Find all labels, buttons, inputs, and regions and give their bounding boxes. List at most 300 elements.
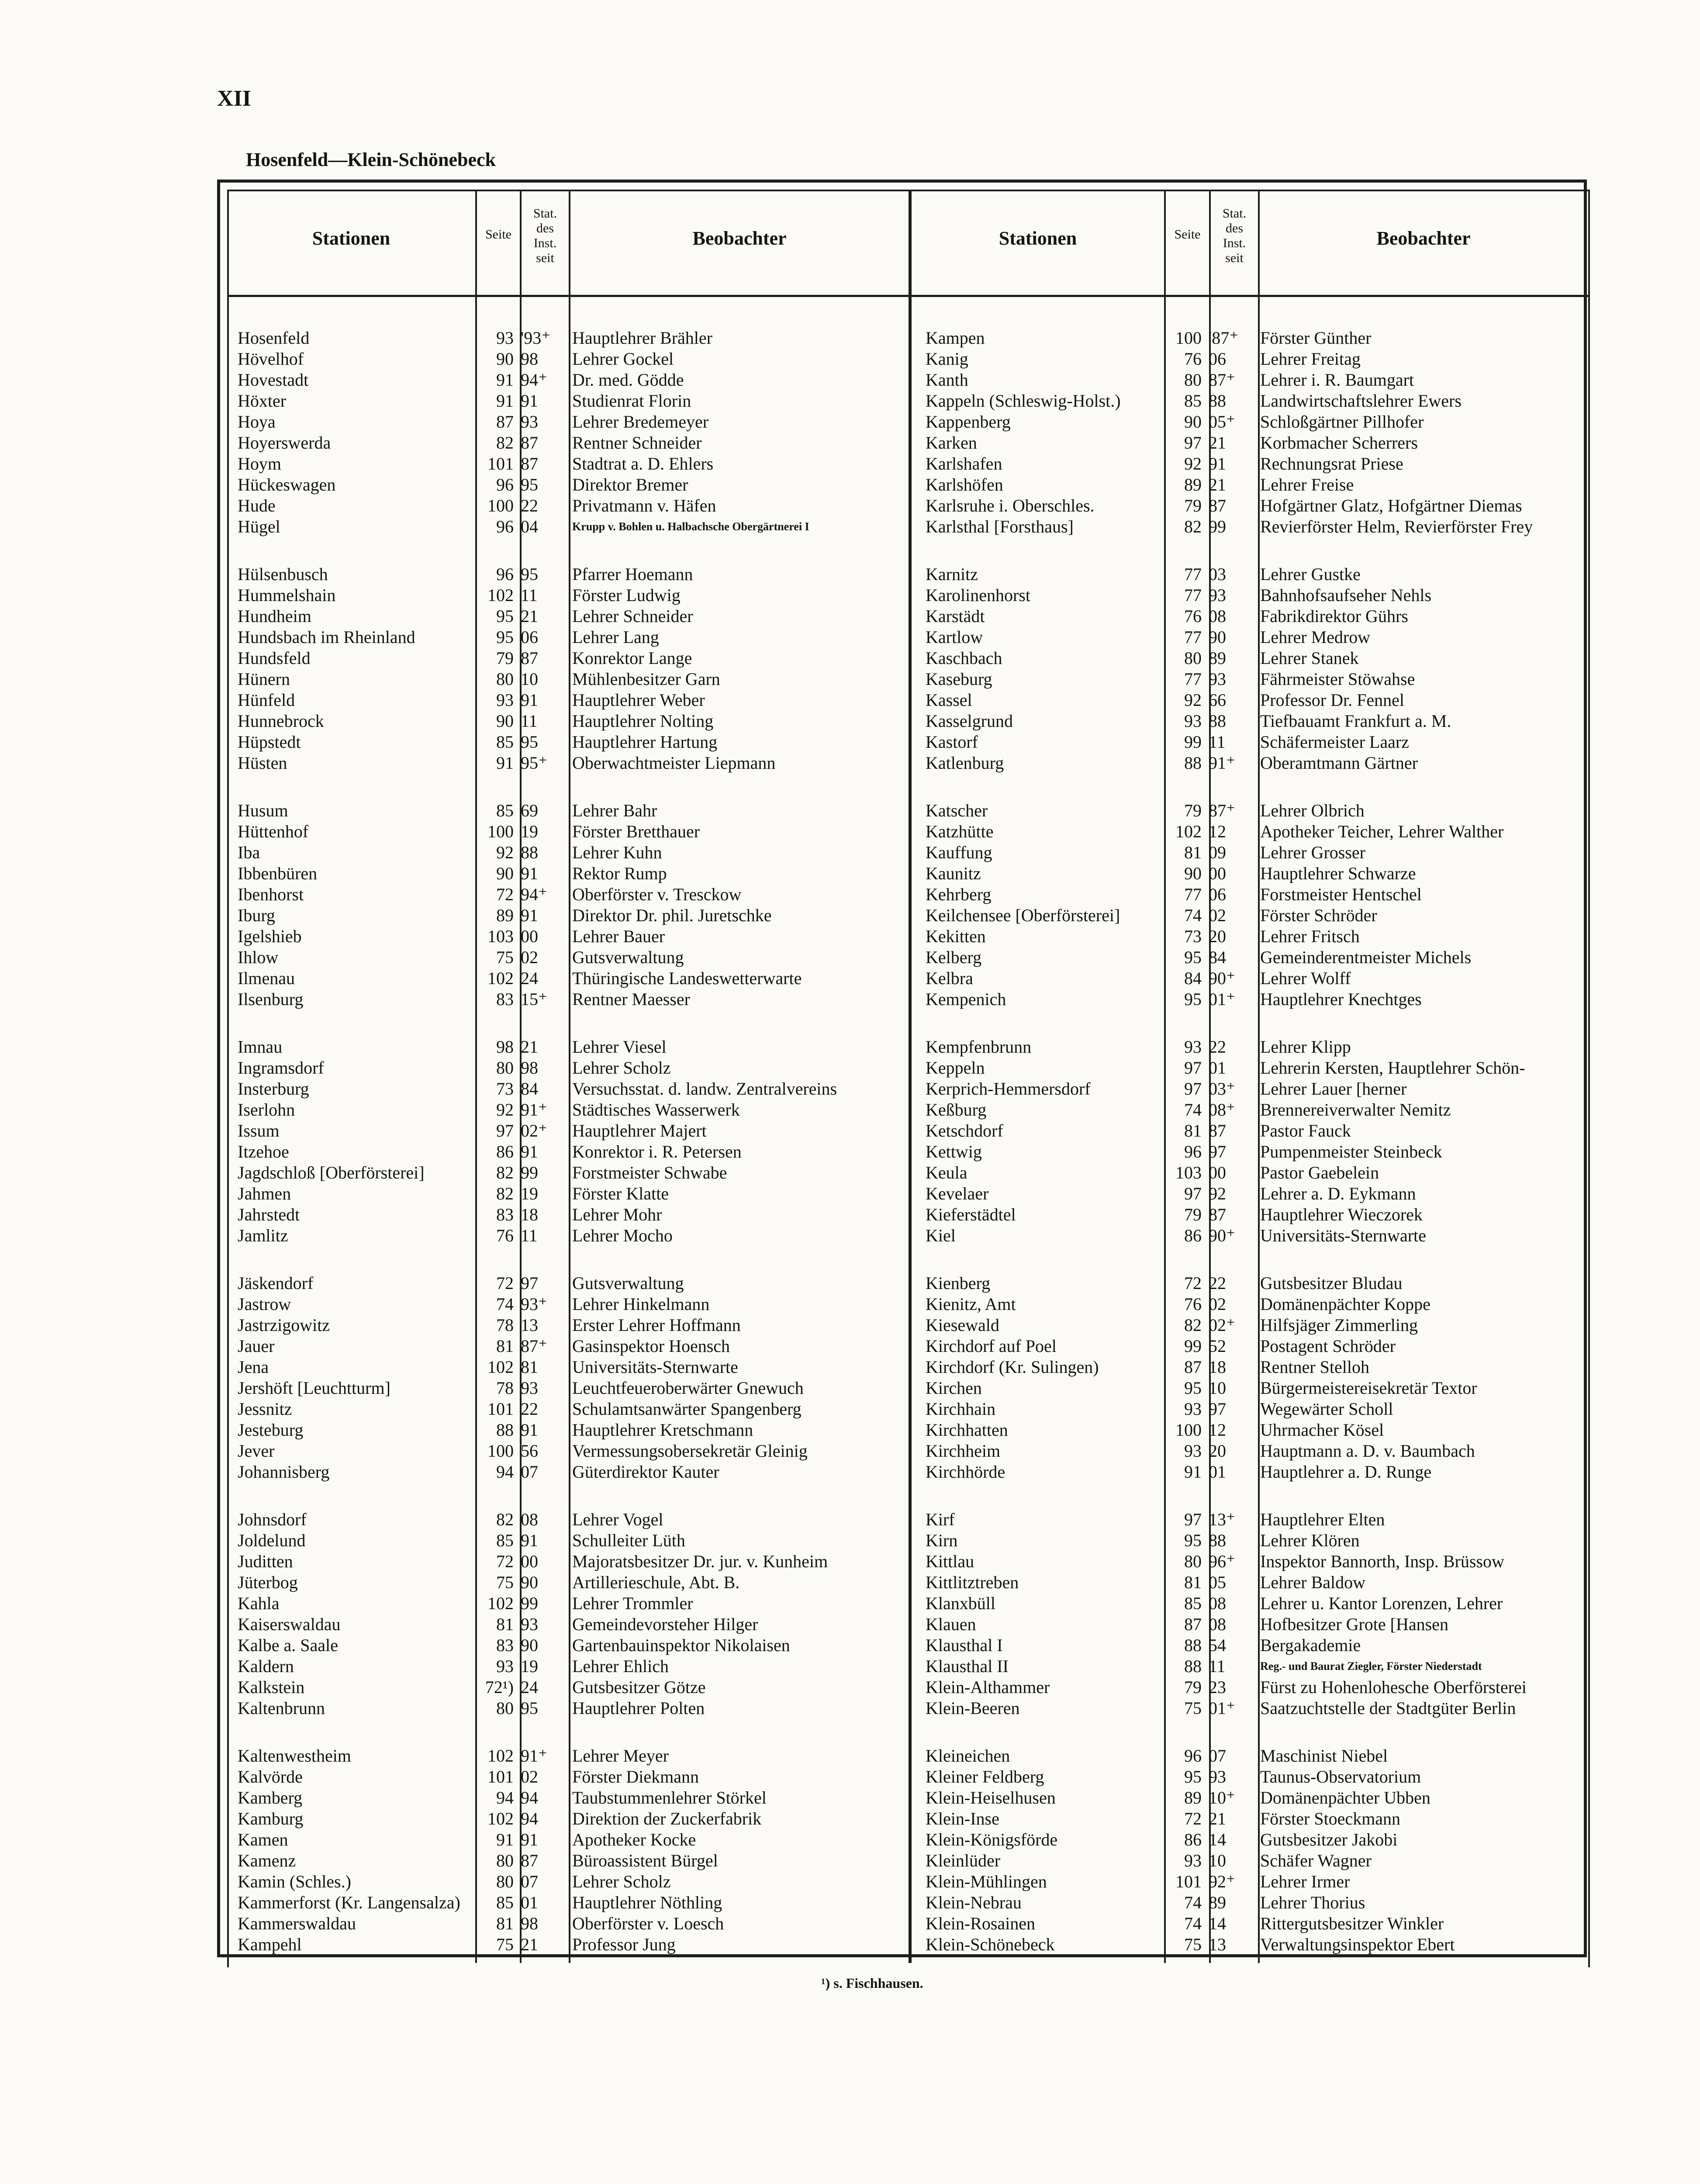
station-row (227, 349, 913, 370)
station-name: Kamenz (238, 1851, 296, 1870)
station-group (915, 800, 1601, 1010)
station-name: Kirchdorf auf Poel (926, 1336, 1057, 1356)
page-ref: 93 (1184, 1441, 1202, 1461)
page-ref: 81 (1184, 843, 1202, 862)
page-ref: 85 (496, 732, 514, 752)
station-name: Kevelaer (926, 1184, 989, 1203)
station-name: Kaltenwestheim (238, 1746, 351, 1766)
station-row (915, 842, 1601, 863)
installed-since: 88 (1209, 1531, 1226, 1550)
station-row (915, 1057, 1601, 1078)
observer-name: Hauptlehrer Knechtges (1260, 989, 1422, 1009)
installed-since: 21 (521, 1935, 538, 1954)
observer-name: Artillerieschule, Abt. B. (572, 1572, 740, 1592)
installed-since: 88 (1209, 391, 1226, 411)
station-row (915, 800, 1601, 821)
page-ref: 93 (1184, 1851, 1202, 1870)
station-row (227, 564, 913, 585)
observer-name: Lehrer Viesel (572, 1037, 667, 1057)
page-ref: 92 (1184, 690, 1202, 710)
observer-name: Domänenpächter Ubben (1260, 1788, 1430, 1807)
header-page: Seite (1174, 227, 1201, 242)
page-ref: 97 (1184, 1058, 1202, 1078)
page-ref: 83 (496, 1205, 514, 1224)
observer-name: Thüringische Landeswetterwarte (572, 968, 802, 988)
station-row (227, 1745, 913, 1766)
installed-since: 18 (521, 1205, 538, 1224)
page-ref: 77 (1184, 885, 1202, 904)
installed-since: 93 (1209, 1767, 1226, 1787)
observer-name: Oberförster v. Tresckow (572, 885, 742, 904)
page-ref: 85 (1184, 391, 1202, 411)
station-row (915, 1787, 1601, 1808)
installed-since: 93 (521, 1614, 538, 1634)
page-ref: 80 (496, 1872, 514, 1891)
page-ref: 92 (496, 1100, 514, 1120)
page-ref: 88 (1184, 1656, 1202, 1676)
observer-name: Lehrer Olbrich (1260, 801, 1365, 820)
installed-since: 22 (521, 1399, 538, 1419)
left-table-half (227, 328, 913, 1955)
installed-since: 15⁺ (521, 989, 548, 1009)
installed-since: 21 (1209, 1809, 1226, 1828)
station-name: Hügel (238, 517, 280, 536)
station-name: Jever (238, 1441, 275, 1461)
page-ref: 78 (496, 1315, 514, 1335)
observer-name: Städtisches Wasserwerk (572, 1100, 740, 1120)
station-row (915, 1462, 1601, 1482)
observer-name: Lehrer Lang (572, 627, 659, 647)
page-ref: 97 (1184, 1079, 1202, 1099)
page-ref: 74 (1184, 1914, 1202, 1933)
installed-since: 11 (521, 585, 538, 605)
installed-since: 21 (521, 606, 538, 626)
installed-since: 13 (521, 1315, 538, 1335)
station-row (915, 905, 1601, 926)
observer-name: Lehrer Bauer (572, 926, 665, 946)
installed-since: 91 (521, 1142, 538, 1161)
station-name: Kirchhain (926, 1399, 995, 1419)
station-row (227, 1099, 913, 1120)
station-row (227, 1183, 913, 1204)
installed-since: 12 (1209, 822, 1226, 841)
observer-name: Studienrat Florin (572, 391, 691, 411)
station-name: Kalvörde (238, 1767, 303, 1787)
station-name: Kleinlüder (926, 1851, 1001, 1870)
observer-name: Schulamtsanwärter Spangenberg (572, 1399, 802, 1419)
installed-since: 21 (1209, 475, 1226, 494)
station-name: Kirf (926, 1510, 955, 1529)
installed-since: 95 (521, 732, 538, 752)
installed-since: 20 (1209, 926, 1226, 946)
page-ref: 92 (496, 843, 514, 862)
station-row (227, 495, 913, 516)
page-ref: 91 (496, 753, 514, 773)
page-ref: 80 (496, 1698, 514, 1718)
observer-name: Hauptlehrer Majert (572, 1121, 707, 1140)
station-row (915, 432, 1601, 453)
installed-since: 99 (521, 1593, 538, 1613)
station-name: Insterburg (238, 1079, 309, 1099)
station-row (227, 989, 913, 1010)
station-name: Kirchen (926, 1378, 982, 1398)
observer-name: Lehrer Klören (1260, 1531, 1360, 1550)
station-name: Keßburg (926, 1100, 987, 1120)
installed-since: 97 (1209, 1142, 1226, 1161)
page-ref: 75 (496, 1572, 514, 1592)
station-row (227, 585, 913, 606)
station-row (227, 669, 913, 690)
observer-name: Lehrer Wolff (1260, 968, 1351, 988)
station-row (915, 732, 1601, 753)
station-row (227, 432, 913, 453)
observer-name: Professor Dr. Fennel (1260, 690, 1404, 710)
installed-since: 97 (1209, 1399, 1226, 1419)
observer-name: Förster Günther (1260, 328, 1372, 348)
page-ref: 92 (1184, 454, 1202, 473)
page-ref: 93 (1184, 1399, 1202, 1419)
station-name: Hummelshain (238, 585, 336, 605)
observer-name: Hauptlehrer Weber (572, 690, 705, 710)
observer-name: Rechnungsrat Priese (1260, 454, 1403, 473)
station-name: Kittlitztreben (926, 1572, 1019, 1592)
observer-name: Maschinist Niebel (1260, 1746, 1388, 1766)
installed-since: 02 (1209, 1294, 1226, 1314)
station-row (227, 1420, 913, 1441)
observer-name: Leuchtfeueroberwärter Gnewuch (572, 1378, 804, 1398)
page-ref: 72 (496, 1273, 514, 1293)
observer-name: Pfarrer Hoemann (572, 564, 693, 584)
observer-name: Oberförster v. Loesch (572, 1914, 724, 1933)
station-row (915, 585, 1601, 606)
station-row (227, 390, 913, 411)
station-name: Kienberg (926, 1273, 991, 1293)
observer-name: Rentner Stelloh (1260, 1357, 1369, 1377)
observer-name: Schäfermeister Laarz (1260, 732, 1409, 752)
station-row (915, 1850, 1601, 1871)
page-ref: 94 (496, 1462, 514, 1482)
observer-name: Lehrer Schneider (572, 606, 693, 626)
station-row (227, 1698, 913, 1719)
station-row (227, 968, 913, 989)
installed-since: 22 (1209, 1273, 1226, 1293)
page-ref: 81 (1184, 1572, 1202, 1592)
page-ref: 75 (496, 1935, 514, 1954)
station-row (227, 1399, 913, 1420)
installed-since: 10 (1209, 1851, 1226, 1870)
installed-since: 88 (1209, 711, 1226, 731)
installed-since: 18 (1209, 1357, 1226, 1377)
observer-name: Lehrer Medrow (1260, 627, 1371, 647)
page-ref: 95 (496, 627, 514, 647)
station-name: Klausthal II (926, 1656, 1009, 1676)
station-name: Kirchhatten (926, 1420, 1008, 1440)
page-ref: 101 (487, 454, 514, 473)
station-name: Kaseburg (926, 669, 992, 689)
observer-name: Wegewärter Scholl (1260, 1399, 1393, 1419)
installed-since: 95 (521, 1698, 538, 1718)
observer-name: Postagent Schröder (1260, 1336, 1396, 1356)
station-row (915, 648, 1601, 669)
station-name: Katzhütte (926, 822, 994, 841)
installed-since: 87 (521, 648, 538, 668)
station-name: Keilchensee [Oberförsterei] (926, 905, 1120, 925)
observer-name: Lehrer a. D. Eykmann (1260, 1184, 1416, 1203)
station-row (227, 1294, 913, 1315)
station-group (227, 564, 913, 774)
station-group (227, 800, 913, 1010)
station-name: Kampehl (238, 1935, 302, 1954)
page-ref: 100 (1175, 1420, 1202, 1440)
installed-since: 56 (521, 1441, 538, 1461)
observer-name: Lehrer Gustke (1260, 564, 1361, 584)
station-name: Klein-Inse (926, 1809, 999, 1828)
station-row (915, 349, 1601, 370)
installed-since: 98 (521, 349, 538, 369)
station-name: Höxter (238, 391, 287, 411)
installed-since: 87⁺ (1209, 370, 1236, 390)
station-name: Kirn (926, 1531, 958, 1550)
station-group (915, 1037, 1601, 1246)
installed-since: 07 (521, 1872, 538, 1891)
station-name: Kienitz, Amt (926, 1294, 1016, 1314)
station-row (915, 968, 1601, 989)
station-row (227, 1141, 913, 1162)
installed-since: 19 (521, 1656, 538, 1676)
installed-since: 00 (521, 926, 538, 946)
station-row (915, 1441, 1601, 1462)
page-ref: 89 (1184, 475, 1202, 494)
station-row (227, 1225, 913, 1246)
observer-name: Fährmeister Stöwahse (1260, 669, 1415, 689)
station-row (915, 516, 1601, 537)
page-ref: 102 (487, 1809, 514, 1828)
observer-name: Bahnhofsaufseher Nehls (1260, 585, 1432, 605)
installed-since: 52 (1209, 1336, 1226, 1356)
station-name: Hüpstedt (238, 732, 301, 752)
installed-since: 02 (521, 1767, 538, 1787)
page-ref: 90 (1184, 864, 1202, 883)
station-name: Ilsenburg (238, 989, 304, 1009)
station-name: Hückeswagen (238, 475, 336, 494)
observer-name: Lehrer Trommler (572, 1593, 693, 1613)
station-row (915, 1892, 1601, 1913)
installed-since: 92⁺ (1209, 1872, 1236, 1891)
installed-since: 94⁺ (521, 370, 548, 390)
station-name: Kampen (926, 328, 985, 348)
installed-since: '93⁺ (521, 328, 551, 348)
station-name: Kleineichen (926, 1746, 1010, 1766)
installed-since: 01⁺ (1209, 1698, 1236, 1718)
header-page: Seite (485, 227, 511, 242)
station-row (227, 1635, 913, 1656)
installed-since: 90 (521, 1635, 538, 1655)
page-ref: 102 (487, 585, 514, 605)
observer-name: Fürst zu Hohenlohesche Oberförsterei (1260, 1677, 1527, 1697)
installed-since: 91⁺ (521, 1746, 548, 1766)
installed-since: 08 (1209, 1614, 1226, 1634)
installed-since: 87 (521, 433, 538, 453)
installed-since: 91⁺ (1209, 753, 1236, 773)
station-row (915, 821, 1601, 842)
installed-since: 91 (521, 391, 538, 411)
station-name: Kelbra (926, 968, 973, 988)
installed-since: 92 (1209, 1184, 1226, 1203)
station-name: Hundheim (238, 606, 311, 626)
observer-name: Direktor Bremer (572, 475, 688, 494)
installed-since: 97 (521, 1273, 538, 1293)
observer-name: Hauptlehrer Wieczorek (1260, 1205, 1423, 1224)
header-since: Stat. des Inst. seit (1222, 206, 1247, 265)
page-ref: 85 (496, 801, 514, 820)
page-ref: 102 (487, 968, 514, 988)
observer-name: Rentner Maesser (572, 989, 690, 1009)
station-row (227, 926, 913, 947)
observer-name: Oberwachtmeister Liepmann (572, 753, 776, 773)
page-ref: 86 (496, 1142, 514, 1161)
observer-name: Hauptlehrer Polten (572, 1698, 705, 1718)
installed-since: 99 (521, 1163, 538, 1182)
station-row (915, 1766, 1601, 1787)
page-ref: 82 (1184, 1315, 1202, 1335)
installed-since: 69 (521, 801, 538, 820)
observer-name: Gutsbesitzer Bludau (1260, 1273, 1403, 1293)
observer-name: Brennereiverwalter Nemitz (1260, 1100, 1451, 1120)
installed-since: 02⁺ (521, 1121, 548, 1140)
installed-since: 95 (521, 564, 538, 584)
station-name: Hovestadt (238, 370, 309, 390)
observer-name: Reg.- und Baurat Ziegler, Förster Niederstadt (1260, 1660, 1482, 1673)
station-row (227, 1913, 913, 1934)
page-ref: 86 (1184, 1830, 1202, 1849)
page-ref: 76 (1184, 606, 1202, 626)
station-name: Kettwig (926, 1142, 982, 1161)
installed-since: 21 (1209, 433, 1226, 453)
station-row (915, 1745, 1601, 1766)
page-ref: 87 (1184, 1357, 1202, 1377)
observer-name: Gutsbesitzer Götze (572, 1677, 706, 1697)
station-name: Kartlow (926, 627, 983, 647)
station-row (227, 711, 913, 732)
installed-since: 04 (521, 517, 538, 536)
station-name: Kappeln (Schleswig-Holst.) (926, 391, 1121, 411)
observer-name: Fabrikdirektor Gührs (1260, 606, 1408, 626)
station-row (915, 370, 1601, 390)
station-name: Klein-Rosainen (926, 1914, 1036, 1933)
station-name: Kamen (238, 1830, 288, 1849)
station-row (915, 1934, 1601, 1955)
observer-name: Förster Bretthauer (572, 822, 700, 841)
station-name: Klein-Beeren (926, 1698, 1020, 1718)
station-name: Kerprich-Hemmersdorf (926, 1079, 1091, 1099)
station-name: Hövelhof (238, 349, 304, 369)
observer-name: Hauptlehrer Kretschmann (572, 1420, 753, 1440)
station-name: Jahrstedt (238, 1205, 300, 1224)
station-name: Jamlitz (238, 1226, 288, 1245)
station-name: Ibenhorst (238, 885, 304, 904)
observer-name: Forstmeister Hentschel (1260, 885, 1422, 904)
installed-since: 90 (521, 1572, 538, 1592)
station-name: Kieferstädtel (926, 1205, 1016, 1224)
installed-since: 96⁺ (1209, 1552, 1236, 1571)
station-name: Kahla (238, 1593, 280, 1613)
installed-since: 91 (521, 1420, 538, 1440)
station-name: Jastrzigowitz (238, 1315, 330, 1335)
observer-name: Gemeindevorsteher Hilger (572, 1614, 758, 1634)
page-ref: 82 (1184, 517, 1202, 536)
installed-since: '87⁺ (1209, 328, 1239, 348)
observer-name: Lehrer Stanek (1260, 648, 1359, 668)
observer-name: Hauptlehrer Nolting (572, 711, 714, 731)
station-name: Hülsenbusch (238, 564, 328, 584)
station-row (915, 1120, 1601, 1141)
station-name: Klein-Althammer (926, 1677, 1050, 1697)
station-name: Karlsthal [Forsthaus] (926, 517, 1074, 536)
station-row (915, 1871, 1601, 1892)
page-ref: 95 (496, 606, 514, 626)
station-name: Kirchhörde (926, 1462, 1005, 1482)
station-name: Jessnitz (238, 1399, 292, 1419)
station-row (915, 1572, 1601, 1593)
observer-name: Verwaltungsinspektor Ebert (1260, 1935, 1455, 1954)
page-ref: 95 (1184, 989, 1202, 1009)
installed-since: 94⁺ (521, 885, 548, 904)
station-row (227, 1766, 913, 1787)
observer-name: Bergakademie (1260, 1635, 1361, 1655)
observer-name: Hofbesitzer Grote [Hansen (1260, 1614, 1448, 1634)
observer-name: Lehrer u. Kantor Lorenzen, Lehrer (1260, 1593, 1503, 1613)
right-table-half (915, 328, 1601, 1955)
station-row (227, 627, 913, 648)
observer-name: Dr. med. Gödde (572, 370, 684, 390)
station-name: Kaunitz (926, 864, 981, 883)
running-title: Hosenfeld—Klein-Schönebeck (246, 149, 496, 170)
station-name: Ingramsdorf (238, 1058, 324, 1078)
observer-name: Tiefbauamt Frankfurt a. M. (1260, 711, 1451, 731)
page-ref: 77 (1184, 669, 1202, 689)
page-ref: 90 (496, 711, 514, 731)
page-ref: 90 (496, 349, 514, 369)
station-name: Klausthal I (926, 1635, 1003, 1655)
installed-since: 91 (521, 905, 538, 925)
station-name: Kappenberg (926, 412, 1011, 432)
station-row (915, 863, 1601, 884)
observer-name: Revierförster Helm, Revierförster Frey (1260, 517, 1533, 536)
observer-name: Hauptlehrer Hartung (572, 732, 718, 752)
page-ref: 101 (487, 1767, 514, 1787)
installed-since: 01 (521, 1893, 538, 1912)
station-row (915, 1357, 1601, 1378)
station-name: Klein-Königsförde (926, 1830, 1058, 1849)
station-name: Kamburg (238, 1809, 304, 1828)
page-ref: 80 (1184, 1552, 1202, 1571)
installed-since: 10⁺ (1209, 1788, 1236, 1807)
station-name: Issum (238, 1121, 280, 1140)
station-name: Katscher (926, 801, 988, 820)
page-ref: 77 (1184, 627, 1202, 647)
page-ref: 82 (496, 1184, 514, 1203)
observer-name: Vermessungsobersekretär Gleinig (572, 1441, 808, 1461)
page-ref: 89 (496, 905, 514, 925)
page-ref: 100 (487, 496, 514, 515)
page-ref: 87 (1184, 1614, 1202, 1634)
observer-name: Hauptlehrer Nöthling (572, 1893, 722, 1912)
observer-name: Hauptlehrer Elten (1260, 1510, 1385, 1529)
installed-since: 22 (521, 496, 538, 515)
station-name: Kamberg (238, 1788, 303, 1807)
installed-since: 94 (521, 1788, 538, 1807)
station-row (915, 1829, 1601, 1850)
